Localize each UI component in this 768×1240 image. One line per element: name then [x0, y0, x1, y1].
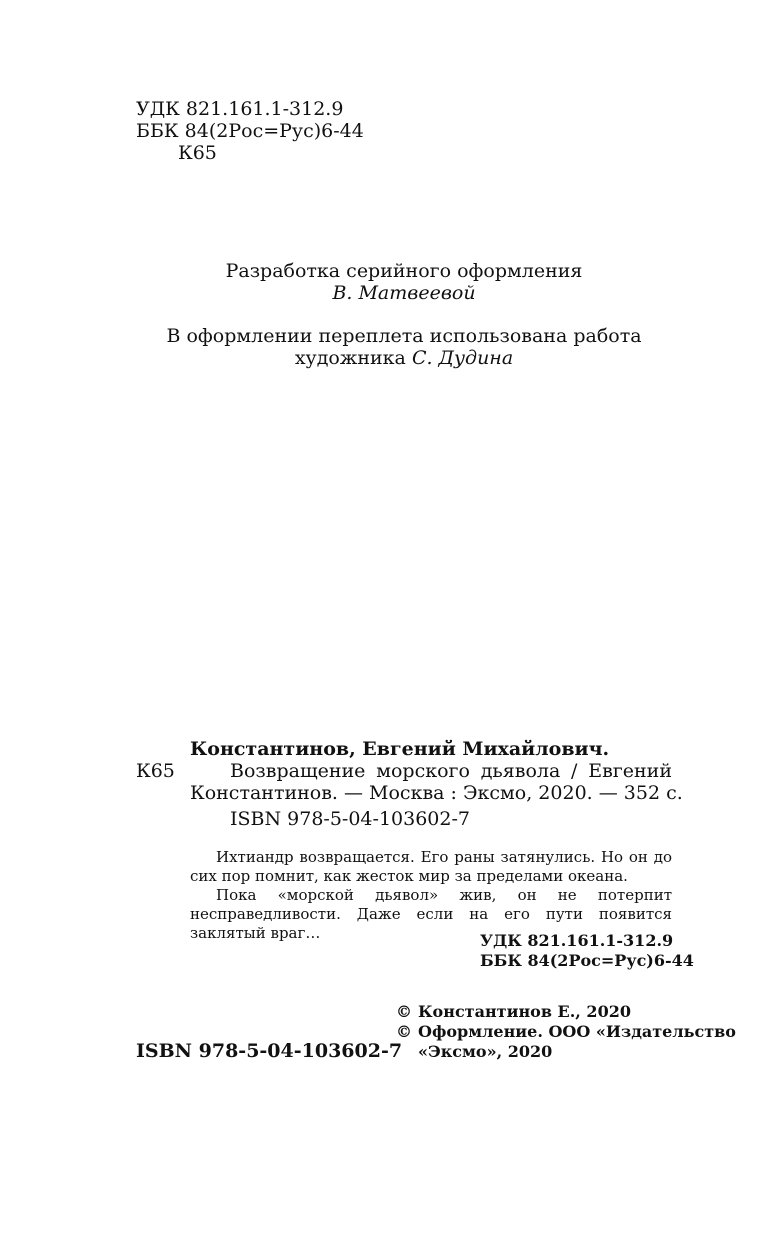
copyright-line-author	[396, 1002, 736, 1022]
copyright-publisher: «Эксмо», 2020	[418, 1042, 553, 1061]
annotation	[190, 848, 672, 943]
entry-isbn: ISBN 978-5-04-103602-7	[230, 808, 470, 830]
credits-block	[136, 260, 672, 369]
isbn-footer: ISBN 978-5-04-103602-7	[136, 1040, 403, 1062]
copyright-design: Оформление. ООО «Издательство	[418, 1022, 736, 1041]
copyright-block	[396, 1002, 736, 1062]
cover-label: В оформлении переплета использована работа	[166, 325, 642, 347]
cover-artist: С. Дудина	[411, 347, 514, 369]
repeat-udk: УДК 821.161.1-312.9	[480, 931, 674, 950]
classification-block	[136, 98, 364, 164]
copyright-symbol: ©	[396, 1002, 412, 1021]
udk-code: УДК 821.161.1-312.9	[136, 98, 344, 120]
catalog-entry	[136, 738, 683, 830]
copyright-author: Константинов Е., 2020	[418, 1002, 631, 1021]
cover-artist-prefix: художника	[294, 347, 406, 369]
repeat-index	[480, 931, 694, 971]
entry-imprint: Константинов. — Москва : Эксмо, 2020. — 352 с.	[190, 782, 683, 804]
copyright-symbol: ©	[396, 1022, 412, 1041]
copyright-line-publisher	[396, 1042, 736, 1062]
annotation-paragraph: Пока «морской дьявол» жив, он не потерпит несправедливости. Даже если на его пути появится заклятый враг…	[190, 886, 672, 942]
entry-title-row	[136, 760, 672, 782]
annotation-paragraph: Ихтиандр возвращается. Его раны затянулись. Но он до сих пор помнит, как жесток мир за пределами океана.	[190, 848, 672, 885]
entry-author-mark: К65	[136, 760, 175, 782]
series-designer: В. Матвеевой	[332, 282, 476, 304]
repeat-bbk: ББК 84(2Рос=Рус)6-44	[480, 951, 694, 970]
cover-artist-line	[136, 347, 672, 369]
bbk-code: ББК 84(2Рос=Рус)6-44	[136, 120, 364, 142]
author-mark: К65	[178, 142, 217, 164]
entry-author: Константинов, Евгений Михайлович.	[190, 738, 610, 760]
copyright-line-design	[396, 1022, 736, 1042]
entry-title: Возвращение морского дьявола / Евгений	[230, 760, 672, 782]
series-design-label: Разработка серийного оформления	[225, 260, 583, 282]
